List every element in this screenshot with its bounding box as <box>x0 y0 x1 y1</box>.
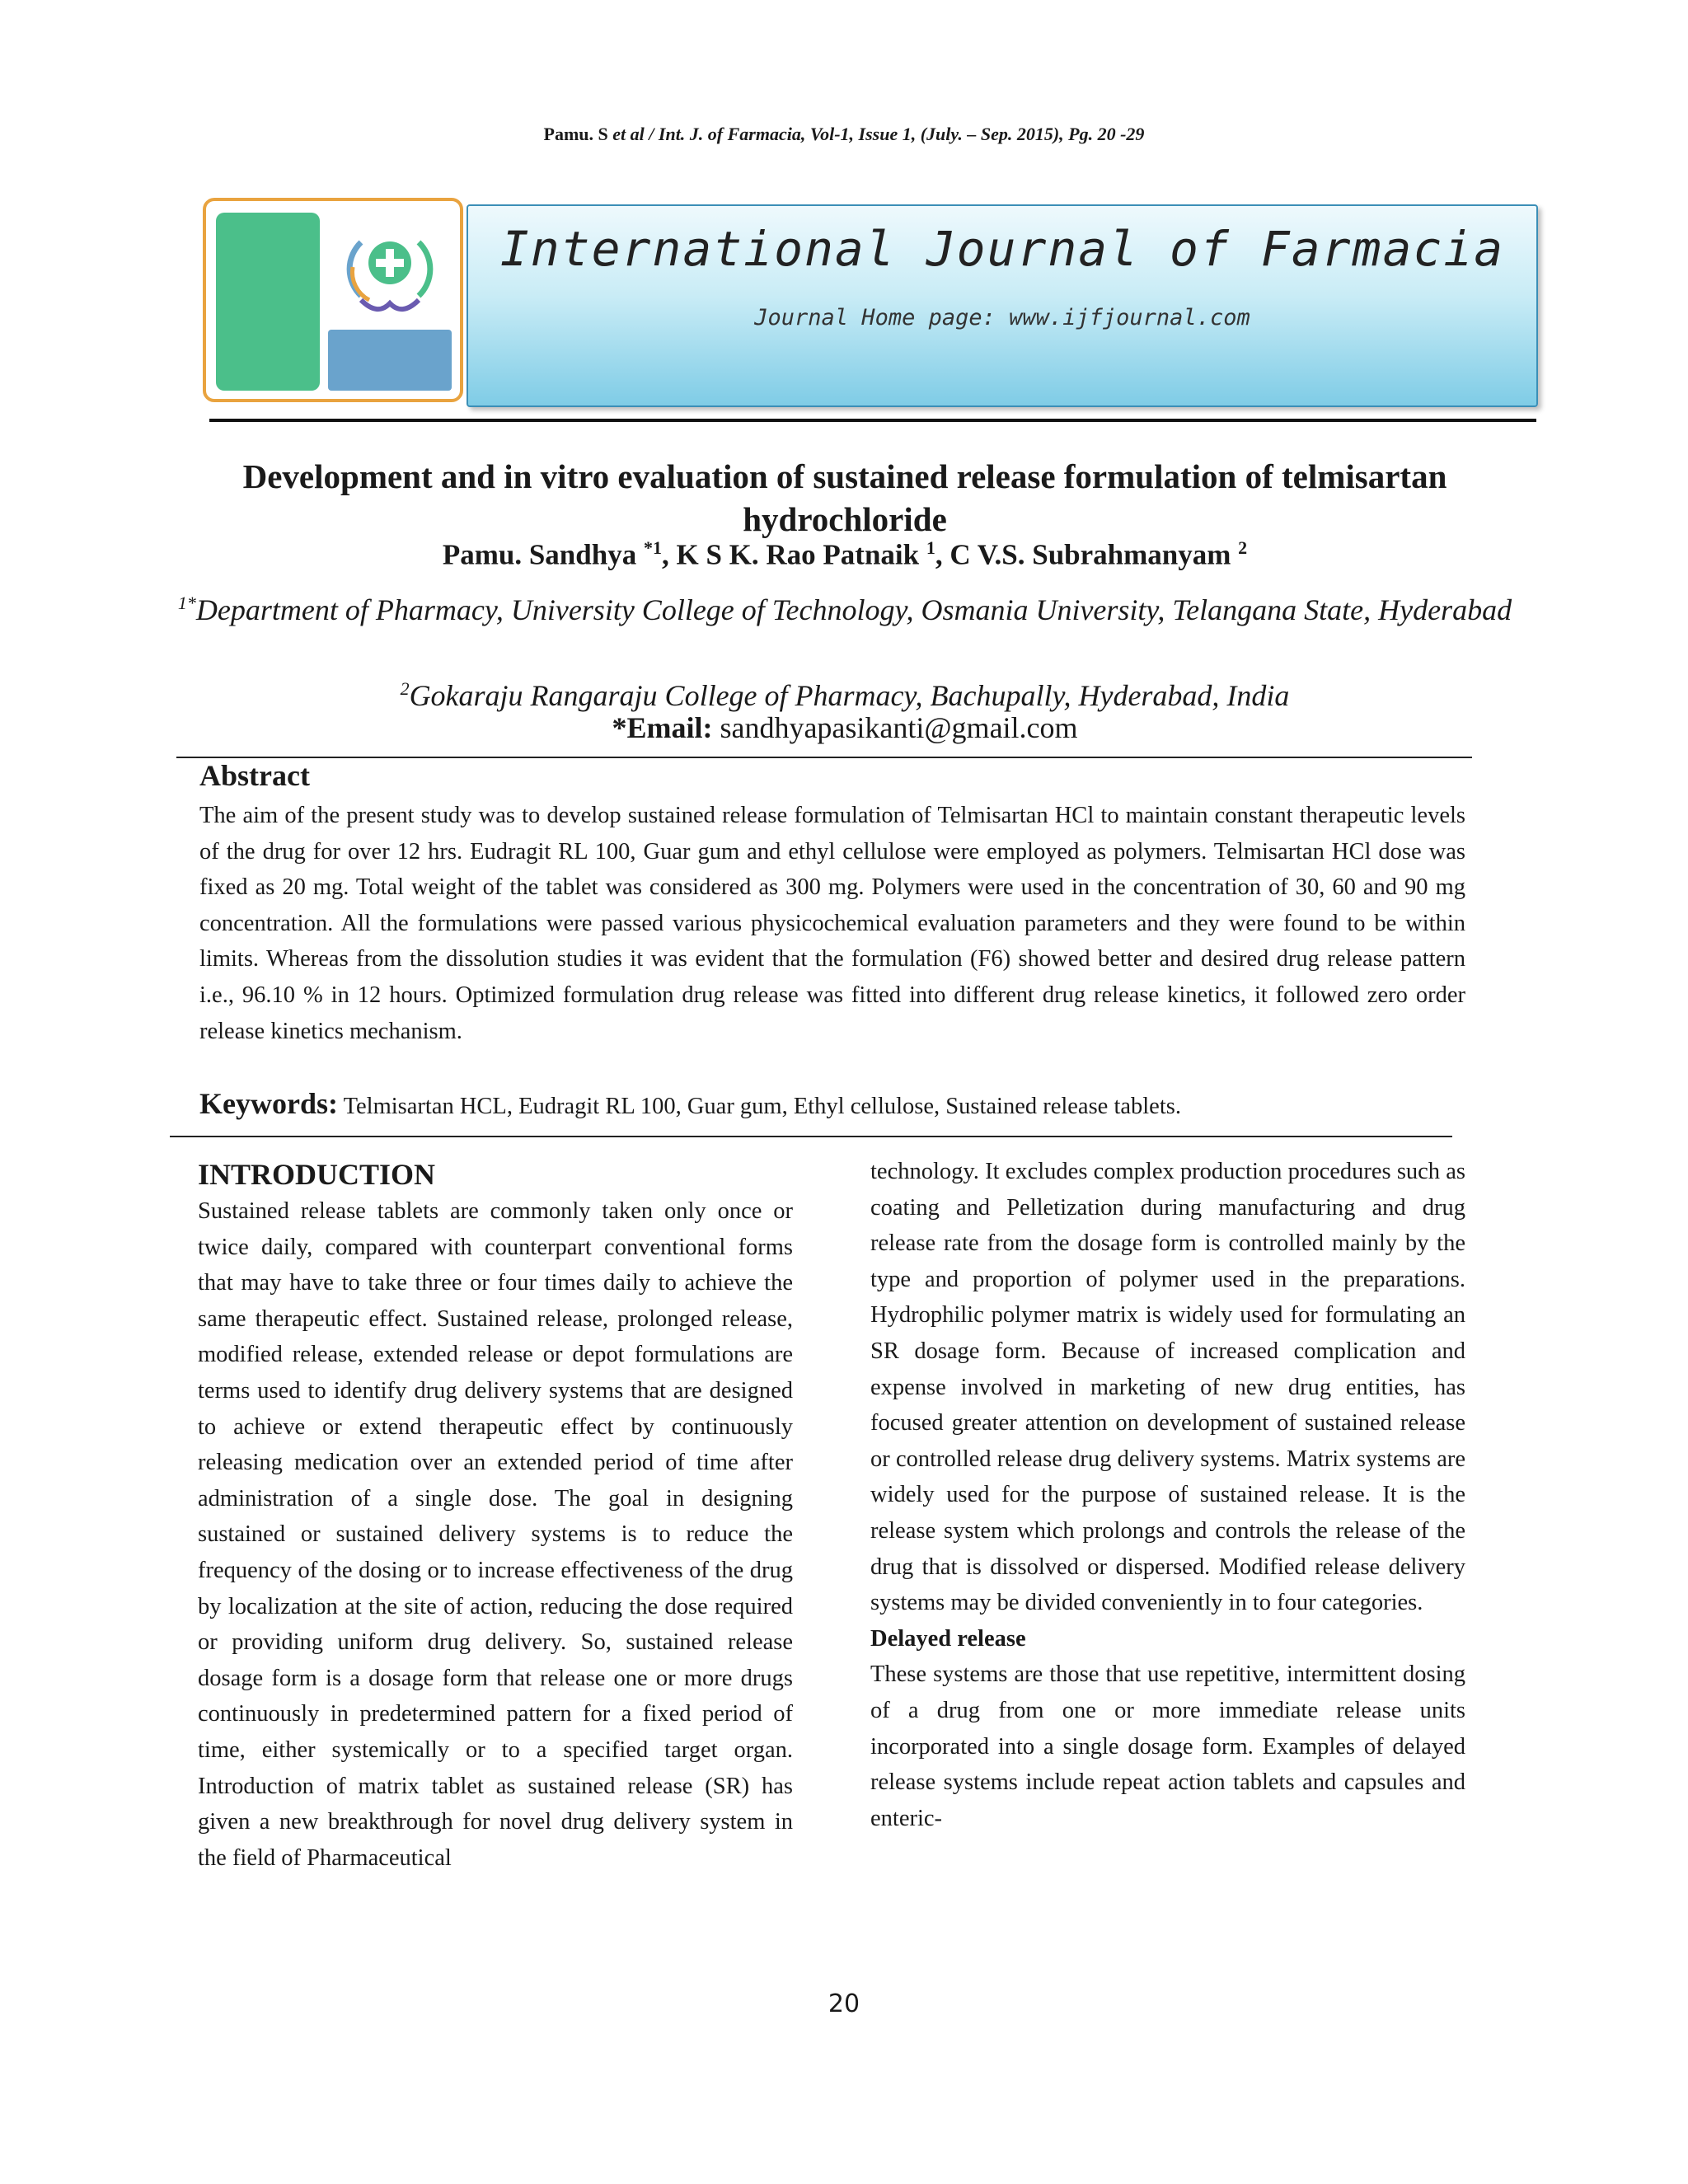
author-superscript: *1 <box>643 537 662 558</box>
affiliation-text: Gokaraju Rangaraju College of Pharmacy, Bachupally, Hyderabad, India <box>409 679 1290 712</box>
author-name: C V.S. Subrahmanyam <box>950 538 1231 571</box>
affiliation-text: Department of Pharmacy, University College of Technology, Osmania University, Telangana State, Hyderabad <box>195 593 1512 626</box>
introduction-right-column <box>870 1154 1465 1836</box>
abstract-heading: Abstract <box>199 759 310 792</box>
header-rule <box>209 419 1536 422</box>
introduction-right-paragraph: technology. It excludes complex production procedures such as coating and Pelletization during manufacturing and drug release rate from the dosage form is controlled mainly by the type and proportion of polymer used in the preparations. Hydrophilic polymer matrix is widely used for formulating an SR dosage form. Because of increased complication and expense involved in marketing of new drug entities, has focused greater attention on development of sustained release or controlled release drug delivery systems. Matrix systems are widely used for the purpose of sustained release. It is the release system which prolongs and controls the release of the drug that is dissolved or dispersed. Modified release delivery systems may be divided conveniently in to four categories. <box>870 1159 1465 1616</box>
keywords <box>199 1086 1181 1121</box>
journal-homepage: Journal Home page: www.ijfjournal.com <box>754 305 1250 330</box>
affiliation-1 <box>165 582 1525 631</box>
corresponding-email <box>206 710 1484 745</box>
logo-blue-panel <box>328 330 452 391</box>
page-number: 20 <box>828 1990 860 2018</box>
author-superscript: 1 <box>926 537 935 558</box>
delayed-release-paragraph: These systems are those that use repetitive, intermittent dosing of a drug from one or more immediate release units incorporated into a single dosage form. Examples of delayed release systems include repeat action tablets and capsules and enteric- <box>870 1661 1465 1831</box>
running-head-author: Pamu. S <box>543 124 608 144</box>
delayed-release-heading: Delayed release <box>870 1625 1026 1652</box>
email-label: *Email: <box>612 711 713 744</box>
author-superscript: 2 <box>1238 537 1248 558</box>
abstract-bottom-rule <box>170 1136 1452 1137</box>
keywords-label: Keywords: <box>199 1087 338 1120</box>
abstract-text: The aim of the present study was to develop sustained release formulation of Telmisartan HCl to maintain constant therapeutic levels of the drug for over 12 hrs. Eudragit RL 100, Guar gum and ethyl cellulose were employed as polymers. Telmisartan HCl dose was fixed as 20 mg. Total weight of the tablet was considered as 300 mg. Polymers were used in the concentration of 30, 60 and 90 mg concentration. All the formulations were passed various physicochemical evaluation parameters and they were found to be within limits. Whereas from the dissolution studies it was evident that the formulation (F6) showed better and desired drug release pattern i.e., 96.10 % in 12 hours. Optimized formulation drug release was fitted into different drug release kinetics, it followed zero order release kinetics mechanism. <box>199 803 1465 1044</box>
affiliation-2 <box>165 668 1525 717</box>
affiliation-superscript: 2 <box>400 678 410 699</box>
abstract-top-rule <box>176 757 1472 758</box>
journal-title: International Journal of Farmacia <box>499 221 1505 277</box>
email-address: sandhyapasikanti@gmail.com <box>712 711 1078 744</box>
author-name: Pamu. Sandhya <box>442 538 637 571</box>
medical-cross-hands-logo-icon <box>328 218 452 325</box>
introduction-heading: INTRODUCTION <box>198 1158 436 1191</box>
author-name: K S K. Rao Patnaik <box>676 538 920 571</box>
running-head-citation: et al / Int. J. of Farmacia, Vol-1, Issue 1, (July. – Sep. 2015), Pg. 20 -29 <box>607 124 1145 144</box>
logo-green-panel <box>216 213 320 391</box>
affiliation-superscript: 1* <box>177 593 196 613</box>
running-head <box>0 124 1688 145</box>
introduction-left-column: Sustained release tablets are commonly taken only once or twice daily, compared with counterpart conventional forms that may have to take three or four times daily to achieve the same therapeutic effect. Sustained release, prolonged release, modified release, extended release or depot formulations are terms used to identify drug delivery systems that are designed to achieve or extend therapeutic effect by continuously releasing medication over an extended period of time after administration of a single dose. The goal in designing sustained or sustained delivery systems is to reduce the frequency of the dosing or to increase effectiveness of the drug by localization at the site of action, reducing the dose required or providing uniform drug delivery. So, sustained release dosage form is a dosage form that release one or more drugs continuously in predetermined pattern for a fixed period of time, either systemically or to a specified target organ. Introduction of matrix tablet as sustained release (SR) has given a new breakthrough for novel drug delivery system in the field of Pharmaceutical <box>198 1198 793 1871</box>
author-line: Pamu. Sandhya $^{*1}$, K S K. Rao Patnaik $^1$, C V.S. Subrahmanyam $^2$ <box>442 537 1248 571</box>
keywords-text: Telmisartan HCL, Eudragit RL 100, Guar gum, Ethyl cellulose, Sustained release tablets. <box>337 1094 1181 1119</box>
paper-title: Development and in vitro evaluation of sustained release formulation of telmisartan hydrochloride <box>242 457 1447 538</box>
